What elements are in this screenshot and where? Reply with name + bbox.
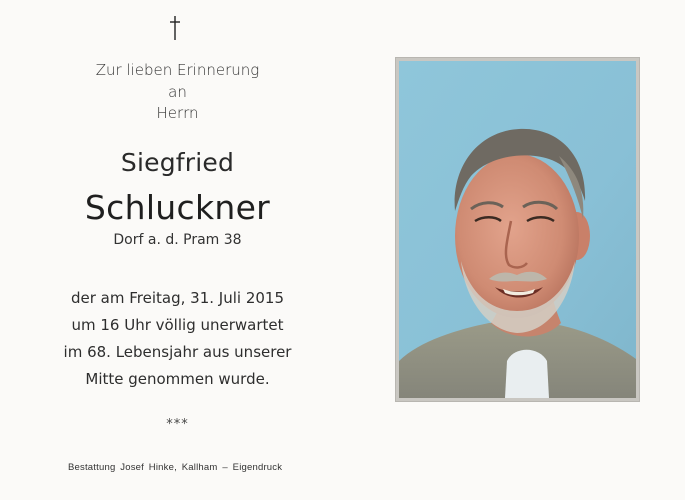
portrait-frame [396, 58, 639, 401]
portrait-photo [399, 61, 636, 398]
separator-stars: *** [166, 417, 189, 432]
first-name: Siegfried [120, 148, 235, 177]
text-column [40, 0, 315, 500]
portrait-illustration [399, 61, 636, 398]
body-line-2: um 16 Uhr völlig unerwartet [71, 316, 284, 334]
last-name: Schluckner [84, 188, 271, 227]
intro-line-2: an [168, 83, 187, 101]
body-line-4: Mitte genommen wurde. [85, 370, 270, 388]
intro-line-1: Zur lieben Erinnerung [95, 61, 260, 79]
address: Dorf a. d. Pram 38 [113, 232, 242, 248]
intro-line-3: Herrn [156, 104, 199, 122]
footer-credit: Bestattung Josef Hinke, Kallham – Eigendruck [68, 462, 283, 473]
body-line-1: der am Freitag, 31. Juli 2015 [71, 289, 284, 307]
body-line-3: im 68. Lebensjahr aus unserer [63, 343, 292, 361]
cross-icon [160, 12, 190, 42]
